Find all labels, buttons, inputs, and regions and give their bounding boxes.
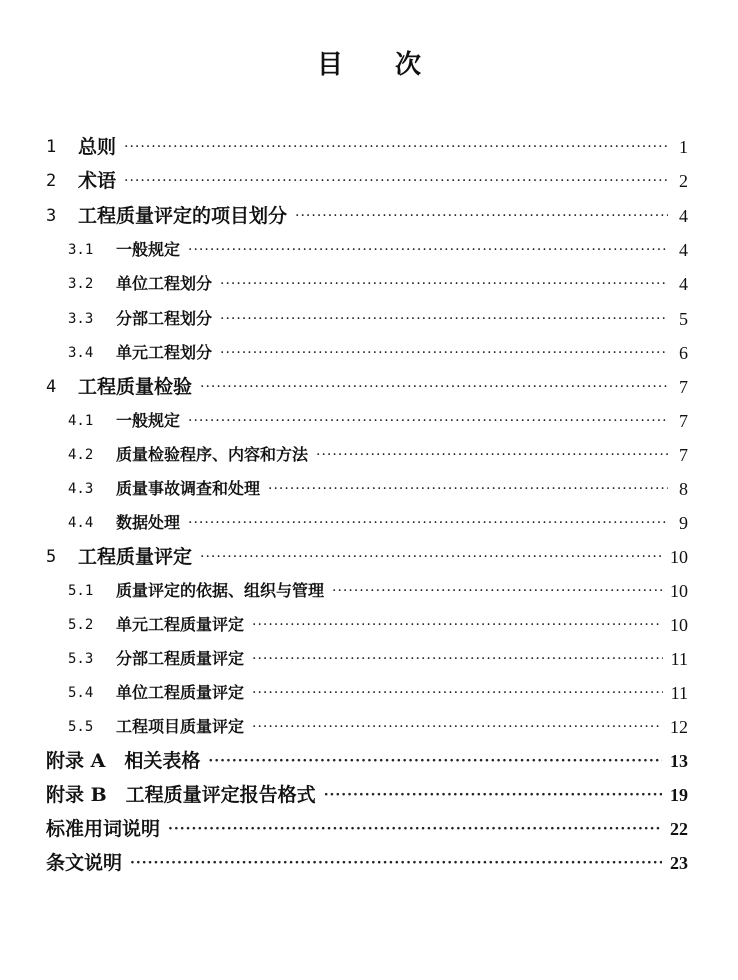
toc-entry-5-4[interactable] [68, 678, 688, 708]
dot-leader [208, 746, 662, 776]
dot-leader [295, 201, 668, 231]
toc-page-number: 7 [679, 445, 688, 465]
toc-page-number: 8 [679, 479, 688, 499]
dot-leader [220, 338, 668, 368]
toc-page-number: 10 [670, 581, 688, 601]
toc-page-number: 5 [679, 309, 688, 329]
toc-number: 1 [46, 137, 57, 157]
toc-label: 一般规定 [116, 411, 181, 430]
toc-page-number: 23 [670, 853, 688, 873]
dot-leader [332, 576, 662, 606]
toc-label: 分部工程质量评定 [116, 649, 245, 668]
toc-label: 质量检验程序、内容和方法 [116, 445, 309, 464]
toc-page-number: 11 [670, 649, 688, 669]
toc-number: 3.3 [68, 311, 94, 327]
toc-number: 3.1 [68, 242, 94, 258]
toc-entry-3-3[interactable] [68, 304, 688, 334]
toc-number: 5.2 [68, 617, 94, 633]
toc-entry-appendix-b[interactable] [46, 780, 688, 810]
toc-label: 单位工程质量评定 [116, 683, 245, 702]
toc-label: 条文说明 [46, 852, 123, 874]
toc-label: 一般规定 [116, 240, 181, 259]
toc-entry-5-5[interactable] [68, 712, 688, 742]
toc-entry-3-1[interactable] [68, 235, 688, 265]
toc-label: 标准用词说明 [46, 818, 161, 840]
toc-label: 数据处理 [116, 513, 181, 532]
toc-label: 分部工程划分 [116, 309, 213, 328]
toc-page-number: 1 [679, 137, 688, 157]
dot-leader [200, 542, 662, 572]
toc-label: 术语 [78, 170, 117, 192]
toc-label: 工程质量检验 [78, 376, 193, 398]
dot-leader [188, 406, 668, 436]
toc-number: 4.4 [68, 515, 94, 531]
toc-page-number: 13 [670, 751, 688, 771]
toc-entry-5-2[interactable] [68, 610, 688, 640]
toc-entry-3-2[interactable] [68, 269, 688, 299]
toc-page-number: 11 [670, 683, 688, 703]
toc-number: 3.2 [68, 276, 94, 292]
dot-leader [252, 678, 663, 708]
dot-leader [268, 474, 668, 504]
toc-entry-clause-notes[interactable] [46, 848, 688, 878]
dot-leader [252, 644, 663, 674]
toc-label: 总则 [78, 136, 117, 158]
dot-leader [188, 508, 668, 538]
toc-page-number: 7 [679, 377, 688, 397]
toc-number: 3 [46, 206, 57, 226]
toc-entry-5[interactable] [46, 542, 688, 572]
dot-leader [168, 814, 662, 844]
dot-leader [124, 132, 668, 162]
toc-label: 质量事故调查和处理 [116, 479, 261, 498]
toc-entry-1[interactable] [46, 132, 688, 162]
toc-label: 单元工程质量评定 [116, 615, 245, 634]
toc-entry-5-1[interactable] [68, 576, 688, 606]
toc-page-number: 10 [670, 615, 688, 635]
toc-entry-5-3[interactable] [68, 644, 688, 674]
toc-number: 5.1 [68, 583, 94, 599]
dot-leader [316, 440, 668, 470]
toc-entry-2[interactable] [46, 166, 688, 196]
toc-entry-4[interactable] [46, 372, 688, 402]
toc-label: 工程质量评定 [78, 546, 193, 568]
toc-label: 工程质量评定的项目划分 [78, 205, 288, 227]
toc-page-number: 10 [670, 547, 688, 567]
toc-label: 工程项目质量评定 [116, 717, 245, 736]
dot-leader [220, 269, 668, 299]
dot-leader [220, 304, 668, 334]
title-char-2: 次 [395, 50, 422, 80]
toc-entry-4-1[interactable] [68, 406, 688, 436]
toc-label: 质量评定的依据、组织与管理 [116, 581, 325, 600]
dot-leader [200, 372, 668, 402]
toc-number: 5.3 [68, 651, 94, 667]
toc-page-number: 2 [679, 171, 688, 191]
dot-leader [252, 712, 662, 742]
toc-label: 附录 A 相关表格 [46, 750, 201, 772]
toc-number: 4.1 [68, 413, 94, 429]
toc-label: 单位工程划分 [116, 274, 213, 293]
toc-entry-3-4[interactable] [68, 338, 688, 368]
toc-number: 5 [46, 547, 57, 567]
toc-number: 4 [46, 377, 57, 397]
dot-leader [124, 166, 668, 196]
toc-number: 5.4 [68, 685, 94, 701]
dot-leader [324, 780, 662, 810]
toc-number: 2 [46, 171, 57, 191]
page-title [0, 44, 738, 81]
toc-number: 4.3 [68, 481, 94, 497]
dot-leader [130, 848, 662, 878]
toc-entry-4-4[interactable] [68, 508, 688, 538]
toc-number: 3.4 [68, 345, 94, 361]
toc-number: 5.5 [68, 719, 94, 735]
toc-page-number: 6 [679, 343, 688, 363]
toc-page-number: 9 [679, 513, 688, 533]
toc-page-number: 19 [670, 785, 688, 805]
toc-page-number: 7 [679, 411, 688, 431]
toc-page-number: 4 [679, 274, 688, 294]
toc-label: 附录 B 工程质量评定报告格式 [46, 784, 316, 806]
toc-number: 4.2 [68, 447, 94, 463]
toc-entry-3[interactable] [46, 201, 688, 231]
dot-leader [188, 235, 668, 265]
toc-page-number: 12 [670, 717, 688, 737]
toc-entry-appendix-a[interactable] [46, 746, 688, 776]
dot-leader [252, 610, 662, 640]
title-char-1: 目 [316, 50, 343, 80]
toc-entry-4-2[interactable] [68, 440, 688, 470]
toc-page-number: 4 [679, 206, 688, 226]
toc-entry-standard-terms[interactable] [46, 814, 688, 844]
toc-page-number: 22 [670, 819, 688, 839]
toc-entry-4-3[interactable] [68, 474, 688, 504]
toc-label: 单元工程划分 [116, 343, 213, 362]
toc-page-number: 4 [679, 240, 688, 260]
